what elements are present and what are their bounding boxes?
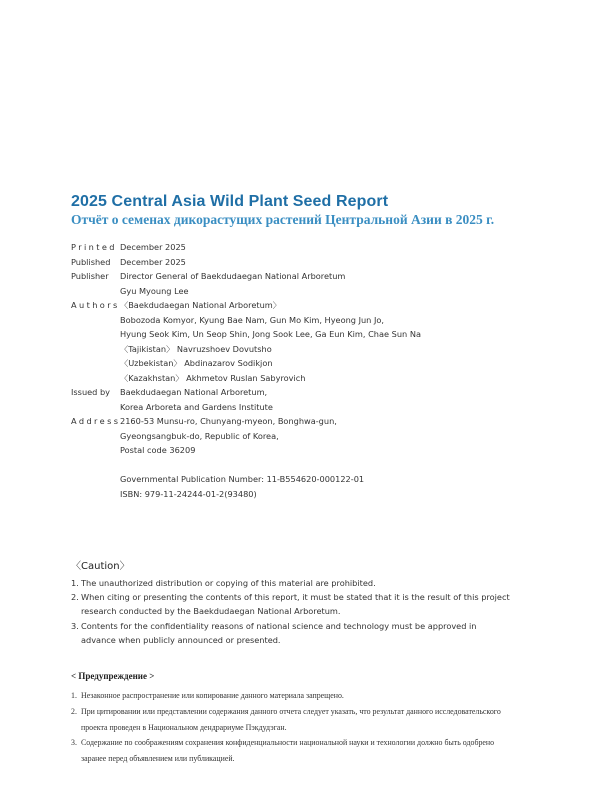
author-line: Hyung Seok Kim, Un Seop Shin, Jong Sook Lee, Ga Eun Kim, Chae Sun Na: [120, 329, 421, 339]
caution-item-text: The unauthorized distribution or copying of this material are prohibited.: [81, 578, 376, 588]
caution-item-text: Содержание по соображениям сохранения конфиденциальности национальной науки и технологии должно быть одобрено заранее перед объявлением или публикацией.: [81, 738, 495, 764]
published-row: [71, 255, 421, 270]
printed-row: [71, 240, 421, 255]
report-title-en: 2025 Central Asia Wild Plant Seed Report: [71, 193, 389, 210]
authors-label: Authors: [71, 300, 120, 310]
issued-value: [120, 385, 273, 414]
author-line: 〈Kazakhstan〉 Akhmetov Ruslan Sabyrovich: [120, 372, 306, 383]
author-line: 〈Tajikistan〉 Navruzshoev Dovutsho: [120, 343, 272, 354]
caution-section-en: [71, 560, 511, 647]
address-value: [120, 414, 364, 501]
printed-value: December 2025: [120, 242, 186, 252]
publisher-line: Director General of Baekdudaegan National Arboretum: [120, 271, 346, 281]
caution-item-number: 2.: [71, 592, 79, 603]
caution-item-number: 1.: [71, 691, 77, 700]
spacer: [120, 458, 364, 473]
address-line: Postal code 36209: [120, 445, 196, 455]
publisher-row: [71, 269, 421, 298]
caution-item-number: 1.: [71, 578, 79, 588]
caution-title-en: 〈Caution〉: [71, 561, 130, 572]
caution-item-number: 2.: [71, 706, 77, 716]
author-line: 〈Baekdudaegan National Arboretum〉: [120, 300, 281, 310]
address-label: Address: [71, 416, 121, 426]
publication-number: Governmental Publication Number: 11-B554620-000122-01: [120, 474, 365, 484]
publisher-value: [120, 269, 345, 298]
issued-line: Korea Arboreta and Gardens Institute: [120, 401, 273, 412]
caution-title-ru: < Предупреждение >: [71, 671, 155, 681]
authors-value: [120, 298, 421, 385]
issued-label: Issued by: [71, 387, 111, 397]
publisher-label: Publisher: [71, 271, 109, 281]
caution-item-ru: [71, 688, 511, 704]
caution-item-ru: [71, 704, 511, 736]
authors-row: [71, 298, 421, 385]
caution-item-number: 3.: [71, 738, 77, 748]
caution-item-ru: [71, 735, 511, 767]
address-line: Gyeongsangbuk-do, Republic of Korea,: [120, 430, 279, 441]
published-value: December 2025: [120, 256, 186, 267]
issued-row: [71, 385, 421, 414]
caution-section-ru: [71, 670, 511, 767]
caution-item-text: When citing or presenting the contents of this report, it must be stated that it is the result of this project research conducted by the Baekdudaegan National Arboretum.: [81, 592, 510, 617]
address-line: 2160-53 Munsu-ro, Chunyang-myeon, Bonghwa-gun,: [120, 416, 337, 426]
caution-item-en: [71, 590, 511, 618]
printed-label: Printed: [71, 242, 117, 252]
issued-line: Baekdudaegan National Arboretum,: [120, 387, 268, 397]
caution-item-text: При цитировании или представлении содержания данного отчета следует указать, что результат данного исследовательского проекта проведен в Национальном дендрариуме Пэкдудэган.: [81, 706, 501, 732]
caution-item-number: 3.: [71, 620, 79, 631]
caution-item-en: [71, 619, 511, 647]
report-title-ru: Отчёт о семенах дикорастущих растений Центральной Азии в 2025 г.: [71, 212, 495, 227]
isbn: ISBN: 979-11-24244-01-2(93480): [120, 488, 257, 499]
caution-item-en: [71, 576, 511, 590]
author-line: Bobozoda Komyor, Kyung Bae Nam, Gun Mo Kim, Hyeong Jun Jo,: [120, 314, 385, 325]
author-line: 〈Uzbekistan〉 Abdinazarov Sodikjon: [120, 358, 273, 368]
address-row: [71, 414, 421, 501]
caution-item-text: Contents for the confidentiality reasons of national science and technology must be approved in advance when publicly announced or presented.: [81, 620, 477, 645]
publisher-line: Gyu Myoung Lee: [120, 285, 189, 296]
caution-item-text: Незаконное распространение или копирование данного материала запрещено.: [81, 691, 344, 700]
publication-info: [71, 240, 421, 501]
published-label: Published: [71, 256, 111, 267]
